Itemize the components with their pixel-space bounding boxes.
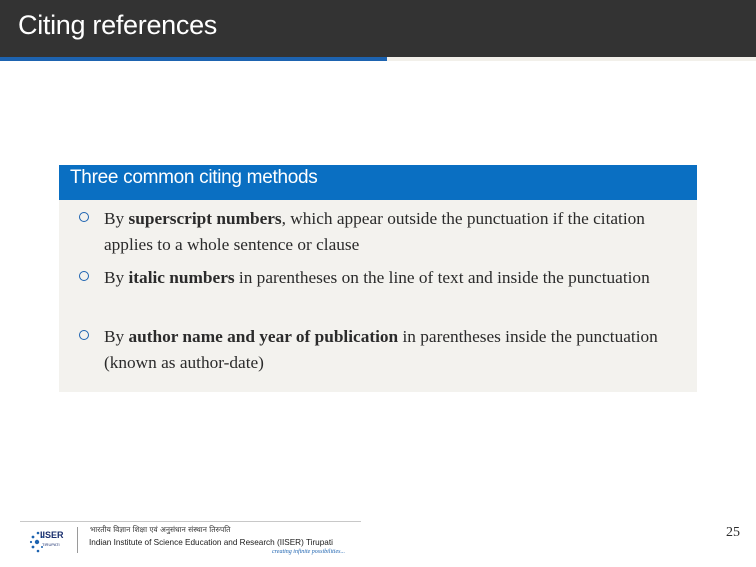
footer-divider bbox=[20, 521, 361, 522]
block-header bbox=[59, 165, 697, 200]
list-item-text: By superscript numbers, which appear outside the punctuation if the citation applies to a whole sentence or clause bbox=[104, 209, 645, 254]
bullet-circle-icon bbox=[79, 212, 89, 222]
title-bar bbox=[0, 0, 756, 57]
block-title: Three common citing methods bbox=[70, 167, 318, 188]
page-number: 25 bbox=[726, 525, 740, 540]
logo-divider bbox=[77, 527, 78, 553]
bullet-circle-icon bbox=[79, 271, 89, 281]
progress-bar-fill bbox=[0, 57, 387, 61]
list-item-emphasis: italic numbers bbox=[128, 268, 235, 287]
logo-wordmark: IISER bbox=[40, 530, 64, 540]
content-block bbox=[59, 165, 697, 392]
progress-bar bbox=[0, 57, 756, 61]
list-item-emphasis: superscript numbers bbox=[128, 209, 282, 228]
logo-subtext: TIRUPATI bbox=[42, 542, 60, 547]
institute-tagline: creating infinite possibilities... bbox=[272, 549, 345, 555]
list-item-text: By author name and year of publication in parentheses inside the punctuation (known as author-date) bbox=[104, 327, 658, 372]
slide-title: Citing references bbox=[18, 10, 217, 40]
bullet-circle-icon bbox=[79, 330, 89, 340]
institute-name-english: Indian Institute of Science Education and Research (IISER) Tirupati bbox=[89, 538, 333, 547]
list-item-text: By italic numbers in parentheses on the line of text and inside the punctuation bbox=[104, 268, 650, 287]
list-item-emphasis: author name and year of publication bbox=[128, 327, 399, 346]
institute-name-hindi: भारतीय विज्ञान शिक्षा एवं अनुसंधान संस्थान तिरुपति bbox=[90, 525, 231, 534]
